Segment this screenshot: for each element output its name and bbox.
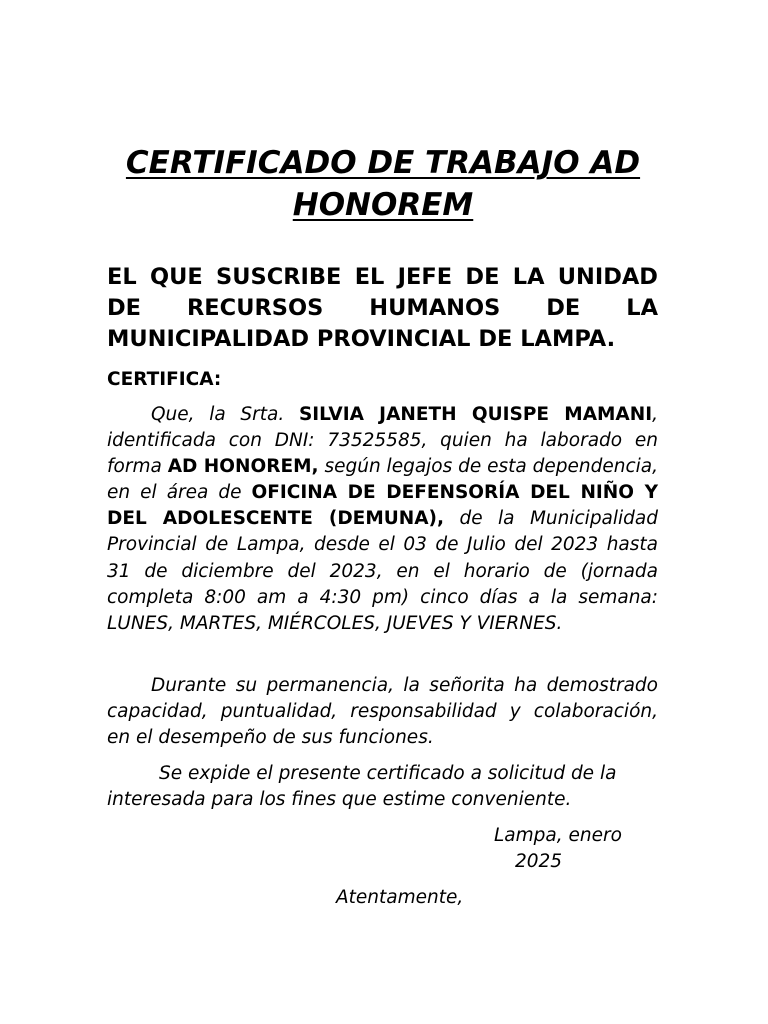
work-modality: AD HONOREM, [167,456,319,478]
place-and-month: Lampa, enero [494,825,622,846]
performance-paragraph: Durante su permanencia, la señorita ha demostrado capacidad, puntualidad, responsabilidad y colaboración, en el desempeño de sus funciones. [107,675,658,749]
issuance-paragraph: Se expide el presente certificado a solicitud de la interesada para los fines que estime conveniente. [107,763,617,811]
intro-text: Que, la Srta. [151,404,299,425]
issuer-statement: EL QUE SUSCRIBE EL JEFE DE LA UNIDAD DE RECURSOS HUMANOS DE LA MUNICIPALIDAD PROVINCIAL DE LAMPA. [107,264,658,352]
certification-paragraph [107,402,658,637]
closing-salutation: Atentamente, [336,887,464,908]
dni-text: , identificada con DNI: 73525585, quien ha laborado en forma [107,404,658,478]
legajos-text: según legajos de esta dependencia, en el área de [107,456,659,504]
office-name: OFICINA DE DEFENSORÍA DEL NIÑO Y DEL ADOLESCENTE (DEMUNA), [107,482,659,530]
employee-name: SILVIA JANETH QUISPE MAMANI [298,404,653,425]
issue-year: 2025 [515,851,563,872]
document-title: CERTIFICADO DE TRABAJO AD HONOREM [125,145,641,223]
period-and-schedule-text: de la Municipalidad Provincial de Lampa, desde el 03 de Julio del 2023 hasta 31 de diciembre del 2023, en el horario de (jornada completa 8:00 am a 4:30 pm) cinco días a la semana: LUNES, MARTES, MIÉRCOLES, JUEVES Y VIERNES. [107,508,658,634]
certifica-label: CERTIFICA: [107,369,222,390]
